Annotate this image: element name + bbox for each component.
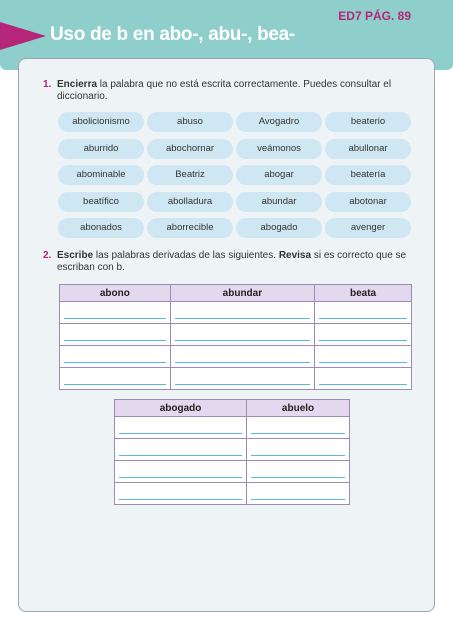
answer-cell[interactable] <box>115 417 247 439</box>
answer-cell[interactable] <box>247 483 350 505</box>
word-pill[interactable]: aborrecible <box>147 218 233 238</box>
question-1-number: 1. <box>43 79 52 90</box>
question-2-instruction-1: las palabras derivadas de las siguientes. <box>93 250 279 261</box>
word-pill[interactable]: abogar <box>236 165 322 185</box>
answer-line <box>319 318 407 319</box>
table-row <box>60 324 412 346</box>
table-header: abuelo <box>247 400 350 417</box>
word-pill[interactable]: avenger <box>325 218 411 238</box>
word-pill[interactable]: abolicionismo <box>58 112 144 132</box>
answer-cell[interactable] <box>247 461 350 483</box>
word-pill[interactable]: abonados <box>58 218 144 238</box>
answer-cell[interactable] <box>315 302 412 324</box>
table-row <box>60 346 412 368</box>
answer-cell[interactable] <box>315 346 412 368</box>
page-title: Uso de b en abo-, abu-, bea- <box>50 24 295 45</box>
question-2-text <box>57 250 413 274</box>
question-1-verb: Encierra <box>57 79 98 90</box>
word-pill[interactable]: abundar <box>236 192 322 212</box>
answer-cell[interactable] <box>170 368 314 390</box>
answer-cell[interactable] <box>60 346 171 368</box>
answer-line <box>119 499 242 500</box>
answer-line <box>175 340 310 341</box>
word-pill[interactable]: abotonar <box>325 192 411 212</box>
answer-cell[interactable] <box>170 324 314 346</box>
answer-line <box>319 340 407 341</box>
table-row <box>115 483 350 505</box>
answer-line <box>119 455 242 456</box>
answer-cell[interactable] <box>315 368 412 390</box>
word-pill[interactable]: abominable <box>58 165 144 185</box>
table-header: abogado <box>115 400 247 417</box>
answer-line <box>251 499 345 500</box>
derived-words-table-1 <box>59 284 412 390</box>
table-row <box>115 439 350 461</box>
answer-cell[interactable] <box>60 368 171 390</box>
answer-line <box>64 318 166 319</box>
answer-line <box>319 384 407 385</box>
answer-line <box>64 340 166 341</box>
table-header: abono <box>60 285 171 302</box>
word-pill[interactable]: Beatriz <box>147 165 233 185</box>
word-pill[interactable]: abochornar <box>147 139 233 159</box>
question-1-instruction: la palabra que no está escrita correctamente. Puedes consultar el diccionario. <box>57 79 392 102</box>
word-pill[interactable]: Avogadro <box>236 112 322 132</box>
answer-cell[interactable] <box>115 461 247 483</box>
word-pill[interactable]: aburrido <box>58 139 144 159</box>
answer-cell[interactable] <box>115 439 247 461</box>
table-header: abundar <box>170 285 314 302</box>
question-2-verb-1: Escribe <box>57 250 94 261</box>
word-pill[interactable]: abuso <box>147 112 233 132</box>
header-arrow-decoration <box>0 22 46 50</box>
answer-line <box>64 362 166 363</box>
table-header: beata <box>315 285 412 302</box>
word-pill[interactable]: beatería <box>325 165 411 185</box>
word-pill[interactable]: veámonos <box>236 139 322 159</box>
answer-line <box>175 384 310 385</box>
answer-cell[interactable] <box>60 324 171 346</box>
table-row <box>115 461 350 483</box>
answer-line <box>175 318 310 319</box>
question-1-text <box>57 79 413 103</box>
question-2-instruction-2: si es correcto que se escriban con b. <box>57 250 407 273</box>
word-pill[interactable]: abogado <box>236 218 322 238</box>
answer-line <box>119 477 242 478</box>
answer-line <box>319 362 407 363</box>
answer-cell[interactable] <box>315 324 412 346</box>
question-2-verb-2: Revisa <box>278 250 312 261</box>
answer-line <box>251 477 345 478</box>
table-row <box>115 417 350 439</box>
answer-line <box>251 455 345 456</box>
word-pill[interactable]: abullonar <box>325 139 411 159</box>
derived-words-table-2 <box>114 399 350 505</box>
answer-cell[interactable] <box>170 302 314 324</box>
answer-cell[interactable] <box>170 346 314 368</box>
answer-line <box>119 433 242 434</box>
answer-line <box>64 384 166 385</box>
answer-cell[interactable] <box>247 439 350 461</box>
page-reference: ED7 PÁG. 89 <box>338 9 411 23</box>
question-2-number: 2. <box>43 250 52 261</box>
answer-cell[interactable] <box>60 302 171 324</box>
word-pill[interactable]: abolladura <box>147 192 233 212</box>
answer-line <box>251 433 345 434</box>
answer-cell[interactable] <box>247 417 350 439</box>
table-row <box>60 368 412 390</box>
word-pill[interactable]: beaterio <box>325 112 411 132</box>
answer-cell[interactable] <box>115 483 247 505</box>
table-row <box>60 302 412 324</box>
answer-line <box>175 362 310 363</box>
word-pill[interactable]: beatífico <box>58 192 144 212</box>
